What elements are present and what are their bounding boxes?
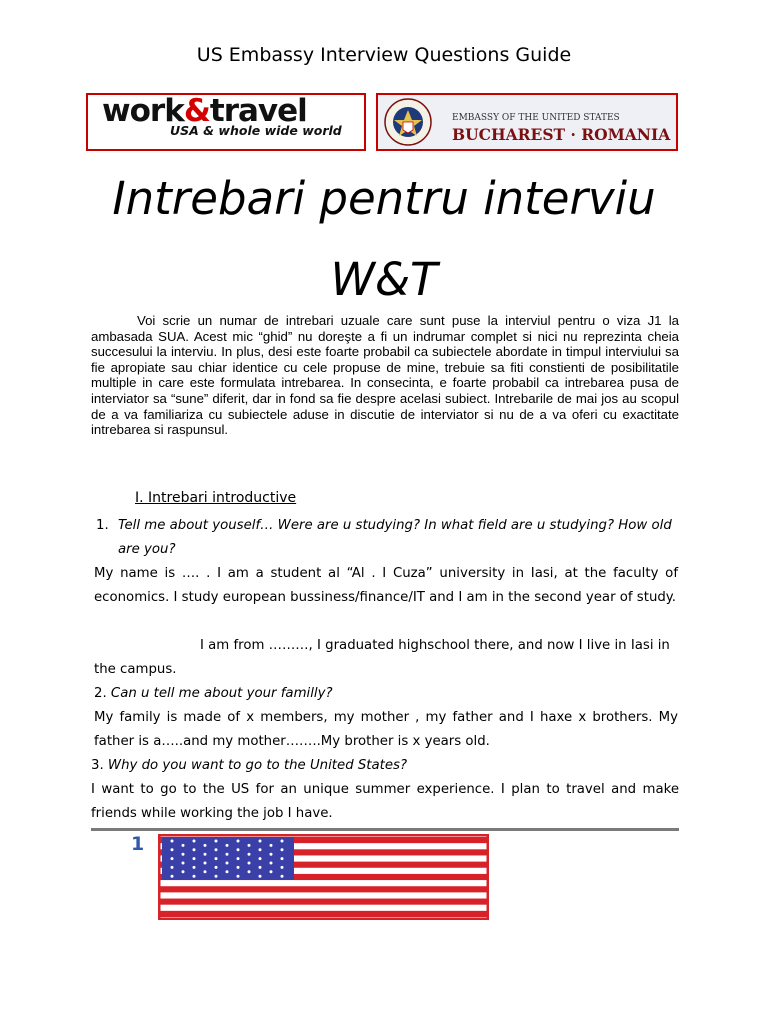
- page-number: 1: [131, 833, 145, 855]
- flag-star: [248, 870, 251, 873]
- flag-star: [259, 840, 262, 843]
- flag-star: [204, 862, 207, 865]
- document-title-line2: W&T: [330, 253, 438, 306]
- document-header: US Embassy Interview Questions Guide: [196, 44, 572, 66]
- flag-star: [259, 866, 262, 869]
- flag-star: [270, 870, 273, 873]
- flag-star: [193, 857, 196, 860]
- flag-star: [215, 875, 218, 878]
- flag-star: [270, 844, 273, 847]
- flag-star: [193, 848, 196, 851]
- flag-star: [270, 862, 273, 865]
- answer-2: My family is made of x members, my mother , my father and I haxe x brothers. My father is a…..and my mother……..My brother is x years old.: [94, 710, 678, 749]
- document-title-line1: Intrebari pentru interviu: [112, 172, 656, 225]
- question-1-text: Tell me about youself… Were are u studying? In what field are u studying? How old are you?: [118, 518, 672, 557]
- flag-star: [171, 840, 174, 843]
- flag-star: [259, 857, 262, 860]
- flag-star: [193, 866, 196, 869]
- question-1: [96, 514, 688, 562]
- work-travel-wordmark: work&travel: [102, 93, 307, 129]
- flag-star: [215, 848, 218, 851]
- flag-stripe: [158, 911, 489, 917]
- flag-star: [237, 840, 240, 843]
- flag-star: [248, 862, 251, 865]
- flag-star: [281, 875, 284, 878]
- flag-star: [193, 840, 196, 843]
- footer-divider: [91, 828, 679, 831]
- intro-paragraph: Voi scrie un numar de intrebari uzuale care sunt puse la interviul pentru o viza J1 la ambasada SUA. Acest mic “ghid” nu doreşte a fi un indrumar complet si nici nu reprezinta cheia succesului la interviu. In plus, desi este foarte probabil ca subiectele abordate in timpul interviului sa fie apropiate sau chiar identice cu cele propuse de mine, trebuie sa fiti constienti de posibilitatile multiple in care este formulata intrebarea. In consecinta, e foarte probabil ca intrebarea pusa de interviator sa “sune” diferit, dar in fond sa fie despre acelasi subiect. Intrebarile de mai jos au scopul de a va familiariza cu subiectele aduse in discutie de interviator si nu de a va oferi cu exactitate intrebarea si raspunsul.: [91, 313, 679, 438]
- flag-star: [237, 857, 240, 860]
- flag-star: [171, 848, 174, 851]
- flag-star: [182, 862, 185, 865]
- flag-star: [171, 875, 174, 878]
- flag-star: [204, 853, 207, 856]
- answer-3: I want to go to the US for an unique summer experience. I plan to travel and make friends while working the job I have.: [91, 782, 679, 821]
- flag-star: [237, 866, 240, 869]
- flag-star: [248, 844, 251, 847]
- flag-star: [270, 853, 273, 856]
- flag-stripe: [158, 886, 489, 892]
- flag-star: [281, 840, 284, 843]
- flag-star: [215, 857, 218, 860]
- flag-star: [182, 844, 185, 847]
- flag-star: [215, 866, 218, 869]
- work-travel-logo: [86, 93, 366, 151]
- flag-star: [226, 844, 229, 847]
- question-3: 3. Why do you want to go to the United States?: [91, 758, 408, 773]
- flag-star: [204, 844, 207, 847]
- section-heading: I. Intrebari introductive: [135, 490, 297, 506]
- answer-1-continued: I am from ………, I graduated highschool there, and now I live in Iasi in the campus.: [94, 638, 670, 677]
- flag-star: [259, 848, 262, 851]
- flag-star: [215, 840, 218, 843]
- flag-stripe: [158, 899, 489, 905]
- flag-star: [182, 870, 185, 873]
- question-2: 2. Can u tell me about your familly?: [94, 686, 333, 701]
- flag-star: [226, 870, 229, 873]
- embassy-seal-icon: [384, 98, 432, 146]
- work-travel-tagline: USA & whole wide world: [170, 123, 342, 138]
- flag-star: [281, 857, 284, 860]
- us-flag-icon: [158, 834, 489, 920]
- question-1-number: 1.: [96, 518, 109, 533]
- answer-1: My name is …. . I am a student al “Al . I Cuza” university in Iasi, at the faculty of economics. I study european bussiness/finance/IT and I am in the second year of study.: [94, 566, 678, 605]
- embassy-small-text: EMBASSY OF THE UNITED STATES: [452, 113, 620, 123]
- flag-star: [281, 866, 284, 869]
- embassy-logo: [376, 93, 678, 151]
- flag-star: [281, 848, 284, 851]
- flag-star: [171, 857, 174, 860]
- flag-star: [226, 853, 229, 856]
- flag-star: [248, 853, 251, 856]
- embassy-city-text: BUCHAREST · ROMANIA: [452, 125, 671, 144]
- flag-star: [237, 875, 240, 878]
- flag-star: [182, 853, 185, 856]
- flag-star: [204, 870, 207, 873]
- flag-star: [171, 866, 174, 869]
- flag-star: [237, 848, 240, 851]
- flag-star: [226, 862, 229, 865]
- flag-star: [259, 875, 262, 878]
- flag-star: [193, 875, 196, 878]
